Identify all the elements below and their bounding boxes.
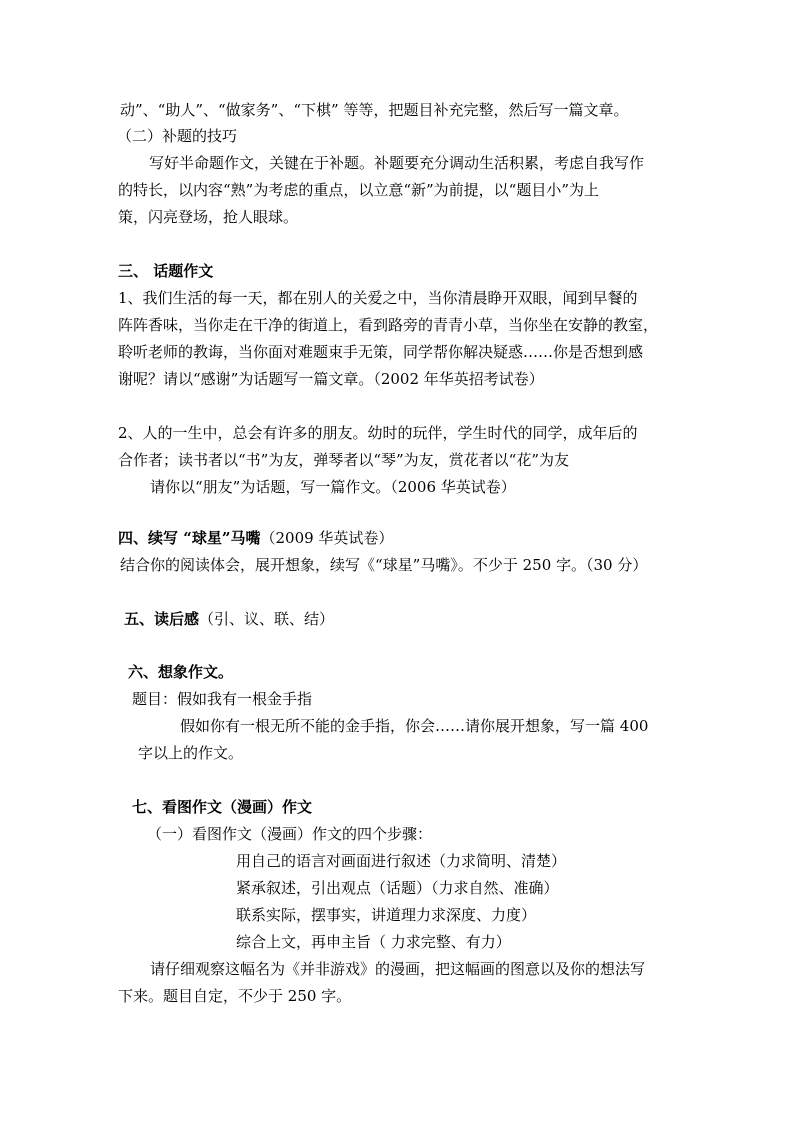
subheading: （一）看图作文（漫画）作文的四个步骤：	[147, 825, 433, 843]
section-heading-line	[118, 528, 393, 548]
text-line: 的特长，以内容“熟”为考虑的重点，以立意“新”为前提，以“题目小”为上	[118, 181, 600, 199]
text-line: 2、人的一生中，总会有许多的朋友。幼时的玩伴，学生时代的同学，成年后的	[118, 424, 638, 442]
text-line: 请仔细观察这幅名为《并非游戏》的漫画，把这幅画的图意以及你的想法写	[150, 960, 646, 978]
step-item: 紧承叙述，引出观点（话题）（力求自然、准确）	[236, 879, 559, 897]
text-line: 合作者；读书者以“书”为友，弹琴者以“琴”为友，赏花者以“花”为友	[118, 451, 570, 469]
text-line: 请你以“朋友”为话题，写一篇作文。（2006 华英试卷）	[150, 478, 516, 496]
text-line: 假如你有一根无所不能的金手指，你会……请你展开想象，写一篇 400	[180, 717, 649, 735]
section-heading: 七、看图作文（漫画）作文	[132, 798, 313, 816]
text-line: 字以上的作文。	[138, 744, 244, 762]
heading-note: （2009 华英试卷）	[260, 529, 394, 547]
section-heading: 四、续写 “球星”马嘴	[118, 529, 261, 547]
text-line: 下来。题目自定，不少于 250 字。	[118, 987, 352, 1005]
section-heading: 五、读后感	[124, 610, 200, 628]
text-line: 谢呢？请以“感谢”为话题写一篇文章。（2002 年华英招考试卷）	[118, 370, 544, 388]
step-item: 用自己的语言对画面进行叙述（力求简明、清楚）	[236, 852, 567, 870]
prompt-title: 题目：假如我有一根金手指	[132, 690, 313, 708]
text-line: 结合你的阅读体会，展开想象，续写《“球星”马嘴》。不少于 250 字。（30 分）	[120, 556, 648, 574]
text-line: 阵阵香味，当你走在干净的街道上，看到路旁的青青小草，当你坐在安静的教室，	[118, 316, 659, 334]
text-line: 聆听老师的教诲，当你面对难题束手无策，同学帮你解决疑惑……你是否想到感	[118, 343, 644, 361]
section-heading-line	[124, 609, 334, 629]
subheading: （二）补题的技巧	[117, 127, 238, 145]
text-line: 动”、“助人”、“做家务”、“下棋” 等等，把题目补充完整，然后写一篇文章。	[120, 101, 629, 119]
section-heading: 三、 话题作文	[118, 262, 214, 280]
section-heading: 六、想象作文。	[128, 663, 234, 681]
heading-note: （引、议、联、结）	[199, 610, 335, 628]
step-item: 综合上文，再申主旨（ 力求完整、有力）	[236, 933, 511, 951]
text-line: 写好半命题作文，关键在于补题。补题要充分调动生活积累，考虑自我写作	[149, 154, 645, 172]
text-line: 策，闪亮登场，抢人眼球。	[118, 208, 299, 226]
step-item: 联系实际，摆事实，讲道理力求深度、力度）	[236, 906, 537, 924]
text-line: 1、我们生活的每一天，都在别人的关爱之中，当你清晨睁开双眼，闻到早餐的	[118, 289, 638, 307]
